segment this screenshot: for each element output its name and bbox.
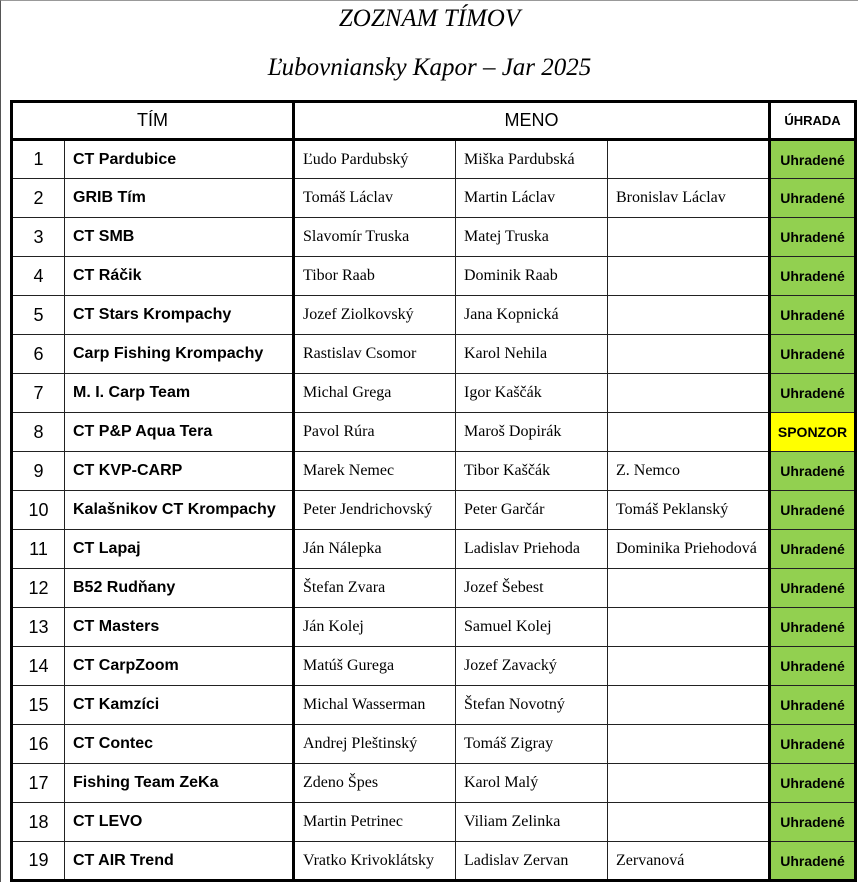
member-1-cell: Andrej Pleštinský (294, 725, 456, 764)
member-3-cell: Dominika Priehodová (608, 530, 770, 569)
member-3-cell: Z. Nemco (608, 452, 770, 491)
team-number-cell: 10 (12, 491, 65, 530)
member-1-cell: Ján Nálepka (294, 530, 456, 569)
table-row (12, 491, 856, 530)
team-name-cell: CT Ráčik (65, 257, 294, 296)
team-name-cell: CT CarpZoom (65, 647, 294, 686)
team-name-cell: CT Lapaj (65, 530, 294, 569)
team-number-cell: 9 (12, 452, 65, 491)
table-row (12, 179, 856, 218)
payment-status-cell: Uhradené (770, 608, 856, 647)
member-2-cell: Ladislav Zervan (456, 842, 608, 881)
page-subtitle: Ľubovniansky Kapor – Jar 2025 (267, 54, 592, 81)
member-3-cell (608, 608, 770, 647)
payment-status-cell: Uhradené (770, 452, 856, 491)
member-1-cell: Zdeno Špes (294, 764, 456, 803)
table-row (12, 764, 856, 803)
member-1-cell: Rastislav Csomor (294, 335, 456, 374)
team-number-cell: 2 (12, 179, 65, 218)
member-1-cell: Štefan Zvara (294, 569, 456, 608)
table-header-row (12, 102, 856, 140)
member-2-cell: Jozef Zavacký (456, 647, 608, 686)
table-row (12, 647, 856, 686)
team-number-cell: 11 (12, 530, 65, 569)
team-number-cell: 7 (12, 374, 65, 413)
member-3-cell (608, 374, 770, 413)
team-number-cell: 4 (12, 257, 65, 296)
team-number-cell: 14 (12, 647, 65, 686)
member-2-cell: Jana Kopnická (456, 296, 608, 335)
team-name-cell: CT Contec (65, 725, 294, 764)
team-name-cell: B52 Rudňany (65, 569, 294, 608)
payment-status-cell: Uhradené (770, 257, 856, 296)
member-2-cell: Tomáš Zigray (456, 725, 608, 764)
member-3-cell (608, 296, 770, 335)
team-name-cell: Fishing Team ZeKa (65, 764, 294, 803)
payment-status-cell: Uhradené (770, 335, 856, 374)
payment-status-cell: Uhradené (770, 569, 856, 608)
team-name-cell: M. I. Carp Team (65, 374, 294, 413)
team-number-cell: 12 (12, 569, 65, 608)
table-row (12, 842, 856, 881)
payment-status-cell: Uhradené (770, 296, 856, 335)
member-3-cell (608, 647, 770, 686)
team-name-cell: CT LEVO (65, 803, 294, 842)
member-1-cell: Marek Nemec (294, 452, 456, 491)
header-payment: ÚHRADA (770, 102, 856, 140)
team-name-cell: Kalašnikov CT Krompachy (65, 491, 294, 530)
team-number-cell: 16 (12, 725, 65, 764)
member-2-cell: Karol Nehila (456, 335, 608, 374)
member-2-cell: Viliam Zelinka (456, 803, 608, 842)
member-2-cell: Peter Garčár (456, 491, 608, 530)
payment-status-cell: Uhradené (770, 530, 856, 569)
table-row (12, 140, 856, 179)
payment-status-cell: Uhradené (770, 374, 856, 413)
table-row (12, 569, 856, 608)
team-name-cell: CT Stars Krompachy (65, 296, 294, 335)
member-3-cell (608, 335, 770, 374)
team-name-cell: GRIB Tím (65, 179, 294, 218)
member-2-cell: Dominik Raab (456, 257, 608, 296)
member-3-cell (608, 725, 770, 764)
table-body (12, 140, 856, 881)
table-row (12, 413, 856, 452)
team-name-cell: CT Pardubice (65, 140, 294, 179)
team-number-cell: 15 (12, 686, 65, 725)
team-name-cell: CT Masters (65, 608, 294, 647)
table-row (12, 218, 856, 257)
header-name: MENO (294, 102, 770, 140)
member-1-cell: Matúš Gurega (294, 647, 456, 686)
team-name-cell: CT AIR Trend (65, 842, 294, 881)
member-3-cell (608, 764, 770, 803)
table-row (12, 530, 856, 569)
team-number-cell: 5 (12, 296, 65, 335)
member-1-cell: Martin Petrinec (294, 803, 456, 842)
table-row (12, 686, 856, 725)
header-team: TÍM (12, 102, 294, 140)
member-3-cell (608, 218, 770, 257)
member-1-cell: Michal Wasserman (294, 686, 456, 725)
member-1-cell: Tibor Raab (294, 257, 456, 296)
member-1-cell: Michal Grega (294, 374, 456, 413)
payment-status-cell: SPONZOR (770, 413, 856, 452)
member-1-cell: Peter Jendrichovský (294, 491, 456, 530)
member-1-cell: Tomáš Láclav (294, 179, 456, 218)
table-row (12, 725, 856, 764)
member-2-cell: Ladislav Priehoda (456, 530, 608, 569)
member-2-cell: Samuel Kolej (456, 608, 608, 647)
member-1-cell: Ľudo Pardubský (294, 140, 456, 179)
member-3-cell (608, 140, 770, 179)
member-3-cell (608, 686, 770, 725)
team-name-cell: CT SMB (65, 218, 294, 257)
team-number-cell: 18 (12, 803, 65, 842)
payment-status-cell: Uhradené (770, 686, 856, 725)
table-row (12, 296, 856, 335)
payment-status-cell: Uhradené (770, 179, 856, 218)
team-number-cell: 3 (12, 218, 65, 257)
member-2-cell: Štefan Novotný (456, 686, 608, 725)
table-row (12, 374, 856, 413)
member-2-cell: Martin Láclav (456, 179, 608, 218)
payment-status-cell: Uhradené (770, 764, 856, 803)
member-3-cell (608, 413, 770, 452)
team-number-cell: 8 (12, 413, 65, 452)
payment-status-cell: Uhradené (770, 803, 856, 842)
payment-status-cell: Uhradené (770, 140, 856, 179)
member-3-cell: Zervanová (608, 842, 770, 881)
member-1-cell: Jozef Ziolkovský (294, 296, 456, 335)
team-name-cell: CT Kamzíci (65, 686, 294, 725)
member-1-cell: Vratko Krivoklátsky (294, 842, 456, 881)
member-1-cell: Ján Kolej (294, 608, 456, 647)
teams-table (10, 100, 857, 882)
team-number-cell: 6 (12, 335, 65, 374)
table-row (12, 608, 856, 647)
payment-status-cell: Uhradené (770, 647, 856, 686)
team-number-cell: 13 (12, 608, 65, 647)
payment-status-cell: Uhradené (770, 491, 856, 530)
member-2-cell: Maroš Dopirák (456, 413, 608, 452)
member-3-cell (608, 569, 770, 608)
team-name-cell: CT KVP-CARP (65, 452, 294, 491)
member-1-cell: Pavol Rúra (294, 413, 456, 452)
page-title: ZOZNAM TÍMOV (338, 5, 521, 32)
member-3-cell (608, 257, 770, 296)
member-3-cell: Bronislav Láclav (608, 179, 770, 218)
member-2-cell: Karol Malý (456, 764, 608, 803)
payment-status-cell: Uhradené (770, 725, 856, 764)
team-number-cell: 17 (12, 764, 65, 803)
team-name-cell: CT P&P Aqua Tera (65, 413, 294, 452)
payment-status-cell: Uhradené (770, 218, 856, 257)
table-row (12, 335, 856, 374)
table-row (12, 452, 856, 491)
member-3-cell: Tomáš Peklanský (608, 491, 770, 530)
member-1-cell: Slavomír Truska (294, 218, 456, 257)
payment-status-cell: Uhradené (770, 842, 856, 881)
table-row (12, 803, 856, 842)
member-2-cell: Miška Pardubská (456, 140, 608, 179)
member-3-cell (608, 803, 770, 842)
team-number-cell: 1 (12, 140, 65, 179)
member-2-cell: Matej Truska (456, 218, 608, 257)
team-number-cell: 19 (12, 842, 65, 881)
team-name-cell: Carp Fishing Krompachy (65, 335, 294, 374)
table-row (12, 257, 856, 296)
member-2-cell: Jozef Šebest (456, 569, 608, 608)
member-2-cell: Tibor Kaščák (456, 452, 608, 491)
member-2-cell: Igor Kaščák (456, 374, 608, 413)
